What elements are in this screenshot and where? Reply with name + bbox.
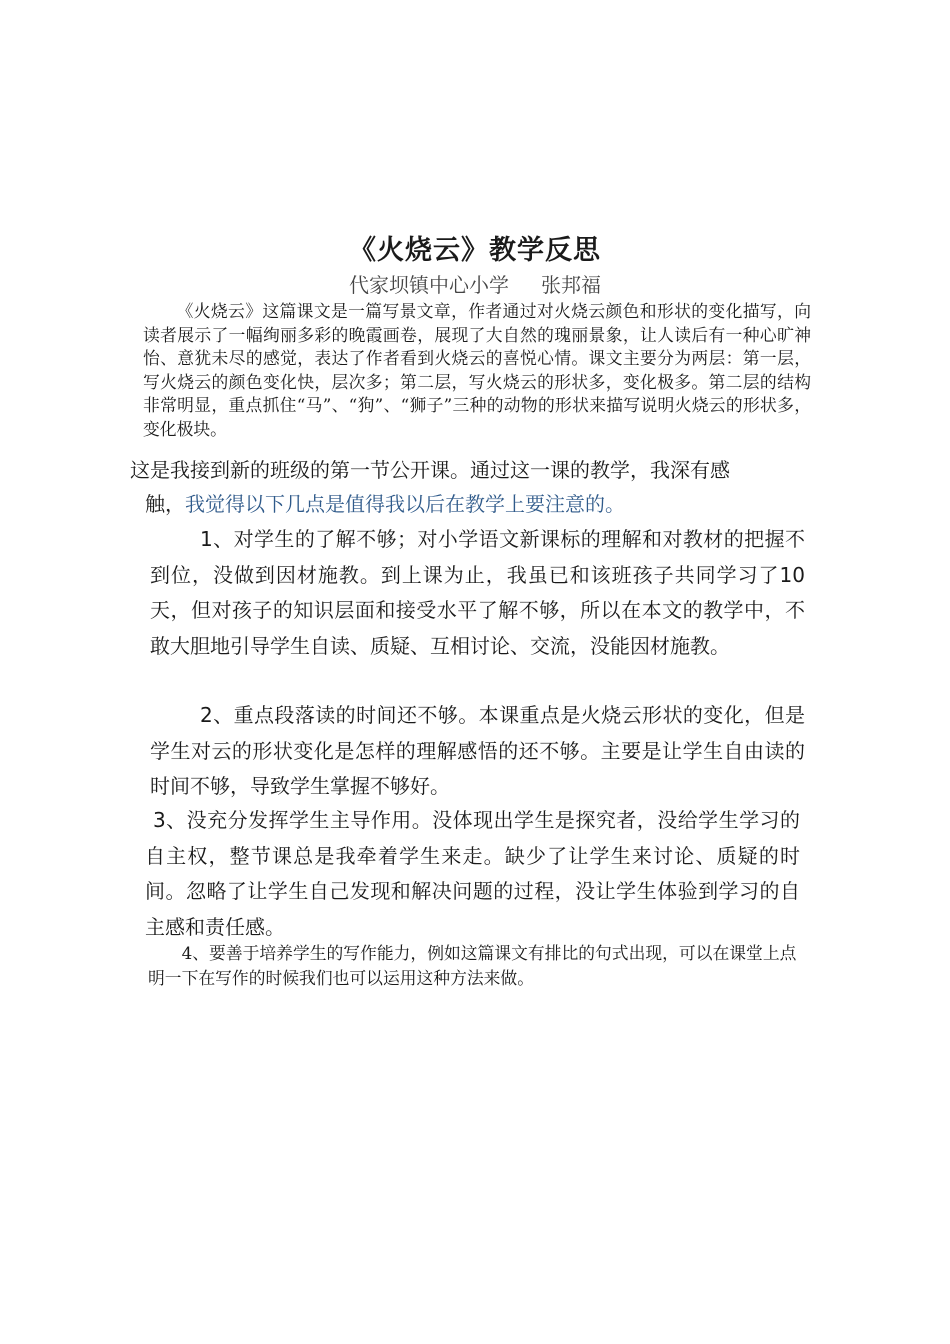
lead-line-2-highlight: 我觉得以下几点是值得我以后在教学上要注意的。: [185, 492, 625, 516]
intro-paragraph: [143, 300, 811, 441]
point-4-text: 4、要善于培养学生的写作能力，例如这篇课文有排比的句式出现，可以在课堂上点明一下在写作的时候我们也可以运用这种方法来做。: [148, 943, 797, 988]
point-2-text: 2、重点段落读的时间还不够。本课重点是火烧云形状的变化，但是学生对云的形状变化是怎样的理解感悟的还不够。主要是让学生自由读的时间不够，导致学生掌握不够好。: [150, 703, 805, 798]
lead-line-1: 这是我接到新的班级的第一节公开课。通过这一课的教学，我深有感: [130, 458, 730, 482]
point-2-paragraph: [150, 698, 805, 805]
point-3-text: 3、没充分发挥学生主导作用。没体现出学生是探究者，没给学生学习的自主权，整节课总是我牵着学生来走。缺少了让学生来讨论、质疑的时间。忽略了让学生自己发现和解决问题的过程，没让学生体验到学习的自主感和责任感。: [145, 808, 800, 939]
point-3-paragraph: [145, 803, 800, 945]
point-4-paragraph: [148, 941, 812, 991]
document-title: 《火烧云》教学反思: [349, 235, 601, 266]
author-name: 张邦福: [541, 273, 601, 297]
point-1-paragraph: [150, 522, 805, 664]
lead-line-2-start: 触，: [145, 492, 185, 516]
author-line: [0, 269, 950, 298]
school-name: 代家坝镇中心小学: [349, 273, 509, 297]
lead-line-2: [145, 487, 625, 521]
intro-text: 《火烧云》这篇课文是一篇写景文章，作者通过对火烧云颜色和形状的变化描写，向读者展示了一幅绚丽多彩的晚霞画卷，展现了大自然的瑰丽景象，让人读后有一种心旷神怡、意犹未尽的感觉，表达了作者看到火烧云的喜悦心情。课文主要分为两层：第一层，写火烧云的颜色变化快，层次多；第二层，写火烧云的形状多，变化极多。第二层的结构非常明显，重点抓住“马”、“狗”、“狮子”三种的动物的形状来描写说明火烧云的形状多，变化极块。: [143, 301, 811, 439]
point-1-text: 1、对学生的了解不够；对小学语文新课标的理解和对教材的把握不到位，没做到因材施教。到上课为止，我虽已和该班孩子共同学习了10天，但对孩子的知识层面和接受水平了解不够，所以在本文的教学中，不敢大胆地引导学生自读、质疑、互相讨论、交流，没能因材施教。: [150, 527, 805, 658]
